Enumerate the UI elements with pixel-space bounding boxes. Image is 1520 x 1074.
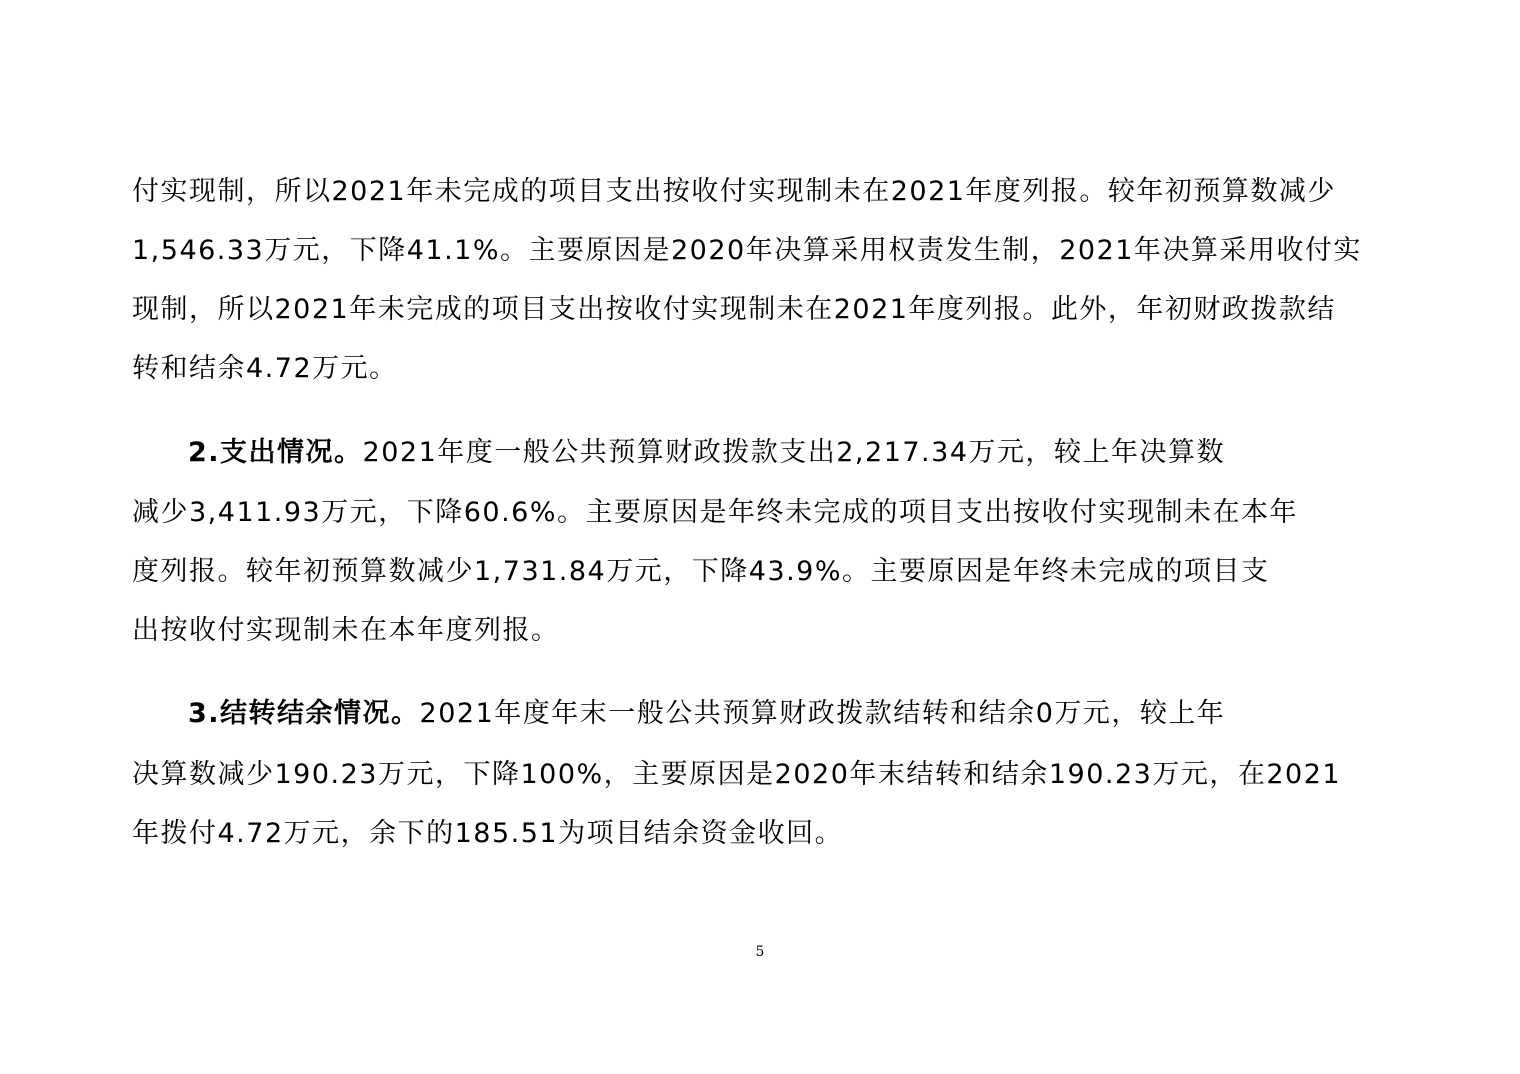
- section-heading: 3.结转结余情况。: [188, 698, 420, 729]
- paragraph-first-line: [188, 433, 1225, 473]
- paragraph-line: 减少3,411.93万元，下降60.6%。主要原因是年终未完成的项目支出按收付实现制未在本年: [132, 497, 1299, 528]
- section-heading: 2.支出情况。: [188, 437, 363, 468]
- paragraph-line: 出按收付实现制未在本年度列报。: [132, 615, 560, 646]
- paragraph-line: 付实现制，所以2021年未完成的项目支出按收付实现制未在2021年度列报。较年初预算数减少: [132, 176, 1336, 207]
- paragraph-first-line: [188, 694, 1225, 734]
- page-number: 5: [755, 944, 765, 960]
- paragraph-text: 2021年度一般公共预算财政拨款支出2,217.34万元，较上年决算数: [362, 437, 1225, 468]
- paragraph-line: 1,546.33万元，下降41.1%。主要原因是2020年决算采用权责发生制，2021年决算采用收付实: [132, 235, 1362, 266]
- paragraph-text: 2021年度年末一般公共预算财政拨款结转和结余0万元，较上年: [419, 698, 1226, 729]
- paragraph-line: 现制，所以2021年未完成的项目支出按收付实现制未在2021年度列报。此外，年初财政拨款结: [132, 294, 1336, 325]
- paragraph-line: 年拨付4.72万元，余下的185.51为项目结余资金收回。: [132, 818, 844, 849]
- paragraph-line: 转和结余4.72万元。: [132, 353, 398, 384]
- paragraph-line: 度列报。较年初预算数减少1,731.84万元，下降43.9%。主要原因是年终未完成的项目支: [132, 556, 1270, 587]
- paragraph-line: 决算数减少190.23万元，下降100%，主要原因是2020年末结转和结余190.23万元，在2021: [132, 759, 1342, 790]
